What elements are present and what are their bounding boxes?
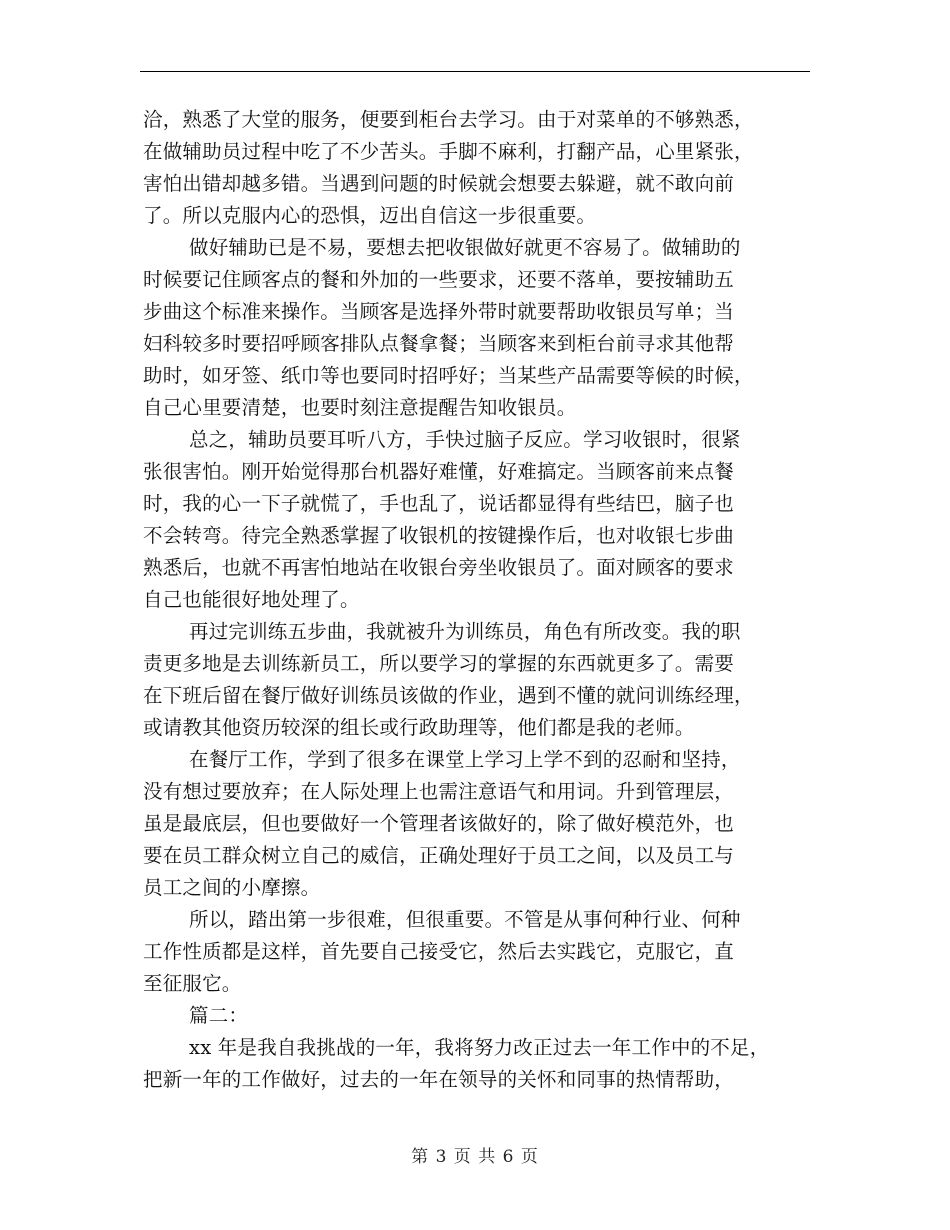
text-line: 自己心里要清楚，也要时刻注意提醒告知收银员。: [143, 396, 577, 419]
text-line: 在下班后留在餐厅做好训练员该做的作业，遇到不懂的就问训练经理，: [143, 684, 754, 707]
text-line: 时，我的心一下子就慌了，手也乱了，说话都显得有些结巴，脑子也: [143, 492, 735, 515]
text-line: 妇科较多时要招呼顾客排队点餐拿餐；当顾客来到柜台前寻求其他帮: [143, 332, 735, 355]
text-line: 时候要记住顾客点的餐和外加的一些要求，还要不落单，要按辅助五: [143, 268, 735, 291]
text-line: 助时，如牙签、纸巾等也要同时招呼好；当某些产品需要等候的时候，: [143, 364, 754, 387]
text-line: 不会转弯。待完全熟悉掌握了收银机的按键操作后，也对收银七步曲: [143, 524, 735, 547]
text-line: 熟悉后，也就不再害怕地站在收银台旁坐收银员了。面对顾客的要求: [143, 556, 735, 579]
text-line: 至征服它。: [143, 972, 242, 995]
header-rule: [140, 71, 810, 72]
text-line: 所以，踏出第一步很难，但很重要。不管是从事何种行业、何种: [189, 908, 741, 931]
text-line: 步曲这个标准来操作。当顾客是选择外带时就要帮助收银员写单；当: [143, 300, 735, 323]
text-line: 张很害怕。刚开始觉得那台机器好难懂，好难搞定。当顾客前来点餐: [143, 460, 735, 483]
text-line: 要在员工群众树立自己的威信，正确处理好于员工之间，以及员工与: [143, 844, 735, 867]
text-line: 再过完训练五步曲，我就被升为训练员，角色有所改变。我的职: [189, 620, 741, 643]
text-line: 责更多地是去训练新员工，所以要学习的掌握的东西就更多了。需要: [143, 652, 735, 675]
text-line: 害怕出错却越多错。当遇到问题的时候就会想要去躲避，就不敢向前: [143, 172, 735, 195]
text-line: 篇二：: [189, 1004, 249, 1027]
text-line: 洽，熟悉了大堂的服务，便要到柜台去学习。由于对菜单的不够熟悉，: [143, 108, 754, 131]
text-line: 没有想过要放弃；在人际处理上也需注意语气和用词。升到管理层，: [143, 780, 735, 803]
text-line: 自己也能很好地处理了。: [143, 588, 360, 611]
page-number-footer: 第 3 页 共 6 页: [411, 1147, 539, 1167]
text-line: 在餐厅工作，学到了很多在课堂上学习上学不到的忍耐和坚持，: [189, 748, 741, 771]
text-line: 总之，辅助员要耳听八方，手快过脑子反应。学习收银时，很紧: [189, 428, 741, 451]
text-line: 虽是最底层，但也要做好一个管理者该做好的，除了做好模范外，也: [143, 812, 735, 835]
text-line: 或请教其他资历较深的组长或行政助理等，他们都是我的老师。: [143, 716, 695, 739]
text-line: xx 年是我自我挑战的一年，我将努力改正过去一年工作中的不足，: [189, 1036, 770, 1059]
document-body: [143, 104, 811, 1096]
text-line: 员工之间的小摩擦。: [143, 876, 321, 899]
text-line: 把新一年的工作做好，过去的一年在领导的关怀和同事的热情帮助，: [143, 1068, 735, 1091]
text-line: 在做辅助员过程中吃了不少苦头。手脚不麻利，打翻产品，心里紧张，: [143, 140, 754, 163]
text-line: 了。所以克服内心的恐惧，迈出自信这一步很重要。: [143, 204, 597, 227]
text-line: 工作性质都是这样，首先要自己接受它，然后去实践它，克服它，直: [143, 940, 735, 963]
text-line: 做好辅助已是不易，要想去把收银做好就更不容易了。做辅助的: [189, 236, 741, 259]
